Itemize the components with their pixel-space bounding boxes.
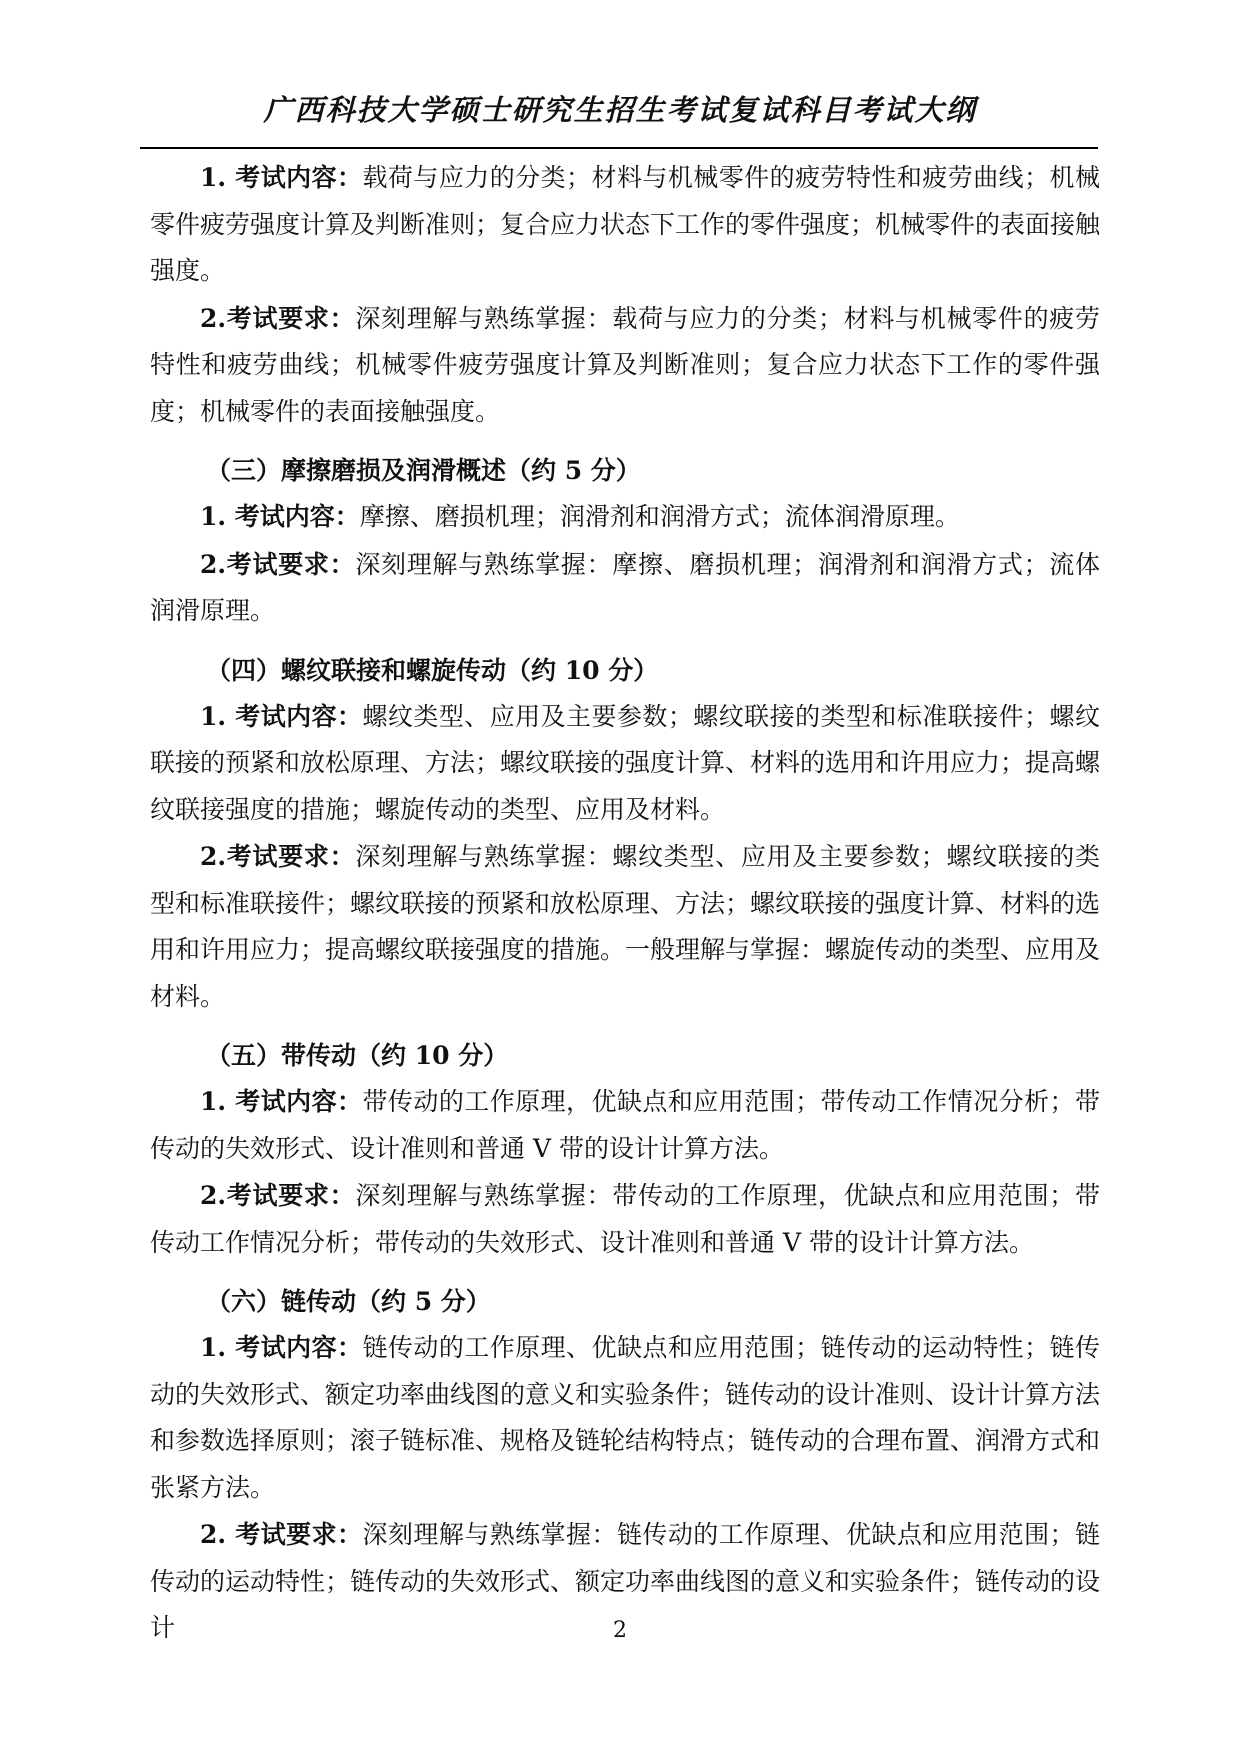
paragraph-text: 深刻理解与熟练掌握：链传动的工作原理、优缺点和应用范围；链传动的运动特性；链传动的失效形式、额定功率曲线图的意义和实验条件；链传动的设计 bbox=[150, 1520, 1101, 1642]
paragraph-text: 螺纹类型、应用及主要参数；螺纹联接的类型和标准联接件；螺纹联接的预紧和放松原理、方法；螺纹联接的强度计算、材料的选用和许用应力；提高螺纹联接强度的措施；螺旋传动的类型、应用及材料。 bbox=[150, 701, 1101, 824]
paragraph-text: 深刻理解与熟练掌握：载荷与应力的分类；材料与机械零件的疲劳特性和疲劳曲线；机械零件疲劳强度计算及判断准则；复合应力状态下工作的零件强度；机械零件的表面接触强度。 bbox=[150, 303, 1100, 426]
header-divider bbox=[140, 147, 1098, 149]
paragraph bbox=[150, 1325, 1100, 1511]
paragraph-text: 链传动的工作原理、优缺点和应用范围；链传动的运动特性；链传动的失效形式、额定功率曲线图的意义和实验条件；链传动的设计准则、设计计算方法和参数选择原则；滚子链标准、规格及链轮结构特点；链传动的合理布置、润滑方式和张紧方法。 bbox=[150, 1333, 1101, 1502]
page-number: 2 bbox=[613, 1618, 627, 1643]
paragraph-lead: 2.考试要求： bbox=[200, 549, 356, 579]
document-body bbox=[150, 155, 1100, 1653]
paragraph bbox=[150, 155, 1100, 295]
paragraph-text: 深刻理解与熟练掌握：带传动的工作原理，优缺点和应用范围；带传动工作情况分析；带传动的失效形式、设计准则和普通 V 带的设计计算方法。 bbox=[150, 1181, 1100, 1257]
paragraph-lead: 1. 考试内容： bbox=[200, 701, 363, 731]
paragraph-lead: 1. 考试内容： bbox=[200, 1333, 363, 1362]
paragraph-lead: 2. 考试要求： bbox=[200, 1520, 363, 1549]
paragraph-lead: 2.考试要求： bbox=[200, 1181, 356, 1210]
section-heading: （四）螺纹联接和螺旋传动（约 10 分） bbox=[206, 655, 659, 685]
paragraph bbox=[150, 1079, 1100, 1172]
paragraph-lead: 1. 考试内容： bbox=[200, 1087, 363, 1116]
page-header-title: 广西科技大学硕士研究生招生考试复试科目考试大纲 bbox=[263, 93, 977, 127]
paragraph-lead: 2.考试要求： bbox=[200, 303, 356, 333]
paragraph bbox=[150, 834, 1100, 1020]
section-heading: （五）带传动（约 10 分） bbox=[206, 1041, 509, 1070]
paragraph-lead: 1. 考试内容： bbox=[200, 502, 360, 531]
paragraph bbox=[150, 494, 1100, 541]
paragraph bbox=[150, 542, 1100, 635]
paragraph-text: 深刻理解与熟练掌握：摩擦、磨损机理；润滑剂和润滑方式；流体润滑原理。 bbox=[150, 549, 1100, 625]
paragraph-text: 载荷与应力的分类；材料与机械零件的疲劳特性和疲劳曲线；机械零件疲劳强度计算及判断准则；复合应力状态下工作的零件强度；机械零件的表面接触强度。 bbox=[150, 163, 1101, 285]
paragraph bbox=[150, 694, 1100, 834]
paragraph-lead: 2.考试要求： bbox=[200, 842, 356, 871]
paragraph-text: 深刻理解与熟练掌握：螺纹类型、应用及主要参数；螺纹联接的类型和标准联接件；螺纹联接的预紧和放松原理、方法；螺纹联接的强度计算、材料的选用和许用应力；提高螺纹联接强度的措施。一般理解与掌握：螺旋传动的类型、应用及材料。 bbox=[150, 842, 1101, 1011]
paragraph bbox=[150, 1173, 1100, 1266]
section-heading: （六）链传动（约 5 分） bbox=[206, 1287, 491, 1316]
paragraph-text: 带传动的工作原理，优缺点和应用范围；带传动工作情况分析；带传动的失效形式、设计准则和普通 V 带的设计计算方法。 bbox=[150, 1087, 1100, 1163]
paragraph bbox=[150, 296, 1100, 436]
paragraph-lead: 1. 考试内容： bbox=[200, 163, 363, 192]
paragraph-text: 摩擦、磨损机理；润滑剂和润滑方式；流体润滑原理。 bbox=[359, 502, 960, 531]
section-heading: （三）摩擦磨损及润滑概述（约 5 分） bbox=[206, 456, 641, 485]
